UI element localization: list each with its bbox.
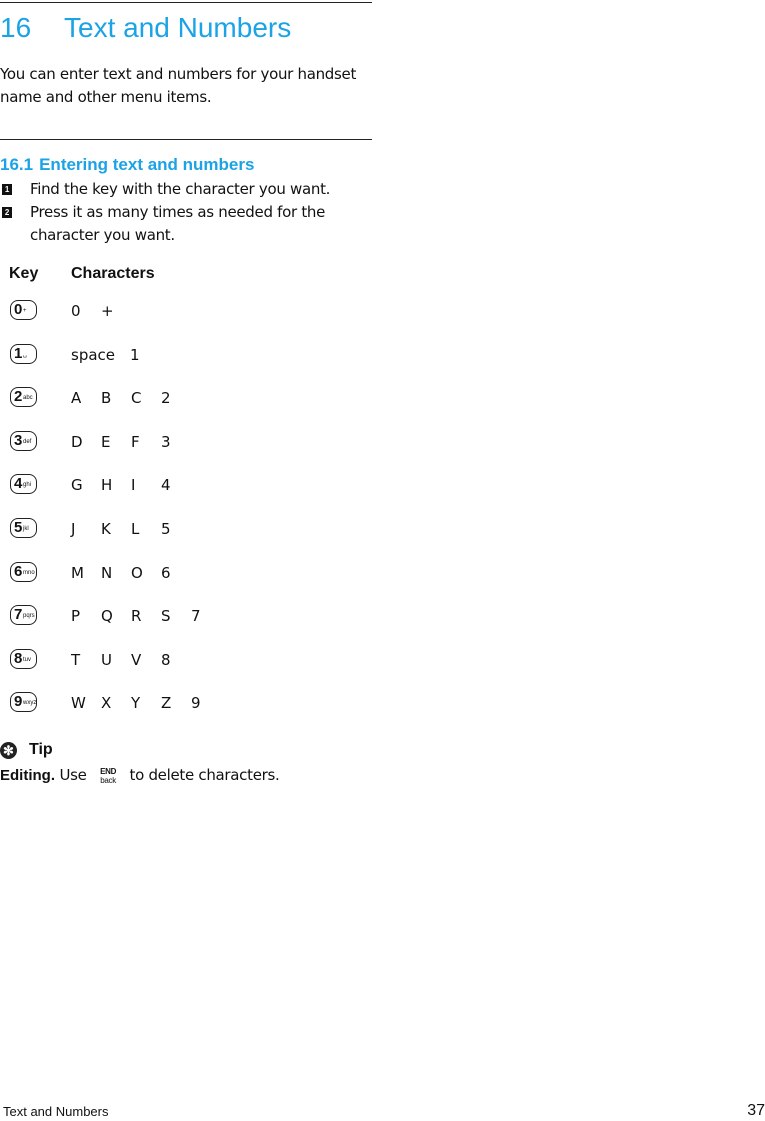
character: K <box>101 520 111 538</box>
character: 0 <box>71 302 81 320</box>
key-4-icon <box>10 474 37 494</box>
key-digit: 9 <box>14 693 23 710</box>
step-badge: 2 <box>2 207 12 218</box>
character: C <box>131 389 142 407</box>
key-digit: 5 <box>14 519 23 536</box>
key-letters: ␣ <box>23 352 27 358</box>
key-7-icon <box>10 605 37 625</box>
key-digit: 3 <box>14 432 23 449</box>
character: U <box>101 651 112 669</box>
key-5-icon <box>10 518 37 538</box>
key-digit: 4 <box>14 475 23 492</box>
character: 7 <box>191 607 201 625</box>
chapter-title: Text and Numbers <box>64 12 292 43</box>
character: S <box>161 607 171 625</box>
step-text: Press it as many times as needed for the character you want. <box>30 203 326 244</box>
key-letters: def <box>23 439 32 445</box>
tip-body <box>0 764 280 787</box>
tip-heading-text: Tip <box>29 741 53 758</box>
table-row <box>0 649 372 673</box>
key-digit: 6 <box>14 563 23 580</box>
table-row <box>0 605 372 629</box>
step-2 <box>0 201 372 247</box>
key-1-icon <box>10 344 37 364</box>
section-title: Entering text and numbers <box>39 155 255 174</box>
key-8-icon <box>10 649 37 669</box>
character-list <box>71 692 221 714</box>
key-letters: wxyz <box>23 700 37 706</box>
chapter-heading <box>0 12 291 44</box>
character: 9 <box>191 694 201 712</box>
key-letters: abc <box>23 395 33 401</box>
character-list <box>71 431 191 453</box>
character: 8 <box>161 651 171 669</box>
tip-text-before: Use <box>59 766 87 784</box>
key-digit: 0 <box>14 301 23 318</box>
key-letters: tuv <box>23 657 32 663</box>
key-letters: mno <box>23 570 35 576</box>
top-rule <box>0 2 372 3</box>
end-key-label: END <box>100 767 117 776</box>
intro-paragraph: You can enter text and numbers for your handset name and other menu items. <box>0 65 357 106</box>
character: J <box>71 520 76 538</box>
character: 6 <box>161 564 171 582</box>
section-rule <box>0 139 372 140</box>
character-list <box>71 300 131 322</box>
character: Z <box>161 694 172 712</box>
character: B <box>101 389 112 407</box>
character-list <box>71 344 160 366</box>
section-heading <box>0 155 254 175</box>
character: I <box>131 476 136 494</box>
back-key-label: back <box>100 776 116 785</box>
character: E <box>101 433 111 451</box>
table-row <box>0 344 372 368</box>
key-digit: 2 <box>14 388 23 405</box>
character: Y <box>131 694 141 712</box>
character: + <box>101 302 114 320</box>
tip-text-after: to delete characters. <box>129 766 280 784</box>
step-text: Find the key with the character you want. <box>30 180 331 198</box>
character: F <box>131 433 140 451</box>
character: 5 <box>161 520 171 538</box>
table-row <box>0 692 372 716</box>
character: T <box>71 651 81 669</box>
step-badge: 1 <box>2 184 12 195</box>
character: Q <box>101 607 113 625</box>
key-letters: + <box>23 308 27 314</box>
table-row <box>0 431 372 455</box>
key-letters: ghi <box>23 482 32 488</box>
character: O <box>131 564 143 582</box>
footer-section-name: Text and Numbers <box>3 1104 109 1119</box>
key-digit: 7 <box>14 606 23 623</box>
footer-page-number: 37 <box>747 1102 765 1119</box>
character: W <box>71 694 86 712</box>
character: V <box>131 651 142 669</box>
character: D <box>71 433 83 451</box>
character-list <box>71 605 221 627</box>
key-digit: 1 <box>14 345 23 362</box>
character: 1 <box>130 346 140 364</box>
key-9-icon <box>10 692 37 712</box>
table-row <box>0 562 372 586</box>
character-list <box>71 649 191 671</box>
chapter-number: 16 <box>0 12 32 43</box>
key-2-icon <box>10 387 37 407</box>
key-3-icon <box>10 431 37 451</box>
tip-lead: Editing. <box>0 767 55 784</box>
character: G <box>71 476 83 494</box>
character: H <box>101 476 113 494</box>
character: P <box>71 607 81 625</box>
character: L <box>131 520 140 538</box>
character: X <box>101 694 112 712</box>
character: M <box>71 564 84 582</box>
end-back-key-icon <box>97 768 119 785</box>
key-letters: pqrs <box>23 613 35 619</box>
section-number: 16.1 <box>0 155 34 174</box>
tip-heading <box>0 741 53 759</box>
key-6-icon <box>10 562 37 582</box>
character: A <box>71 389 82 407</box>
character: space <box>71 346 116 364</box>
key-letters: jkl <box>23 526 29 532</box>
character-list <box>71 518 191 540</box>
key-digit: 8 <box>14 650 23 667</box>
key-0-icon <box>10 300 37 320</box>
character-list <box>71 474 191 496</box>
character: 3 <box>161 433 171 451</box>
table-row <box>0 300 372 324</box>
character: N <box>101 564 113 582</box>
table-row <box>0 474 372 498</box>
character-list <box>71 562 191 584</box>
table-header-characters: Characters <box>71 265 155 282</box>
tip-icon: ✻ <box>0 742 17 759</box>
character: 2 <box>161 389 171 407</box>
character-list <box>71 387 191 409</box>
character: 4 <box>161 476 171 494</box>
table-header-key: Key <box>9 265 39 282</box>
table-row <box>0 518 372 542</box>
table-row <box>0 387 372 411</box>
step-1 <box>0 178 372 201</box>
character: R <box>131 607 142 625</box>
